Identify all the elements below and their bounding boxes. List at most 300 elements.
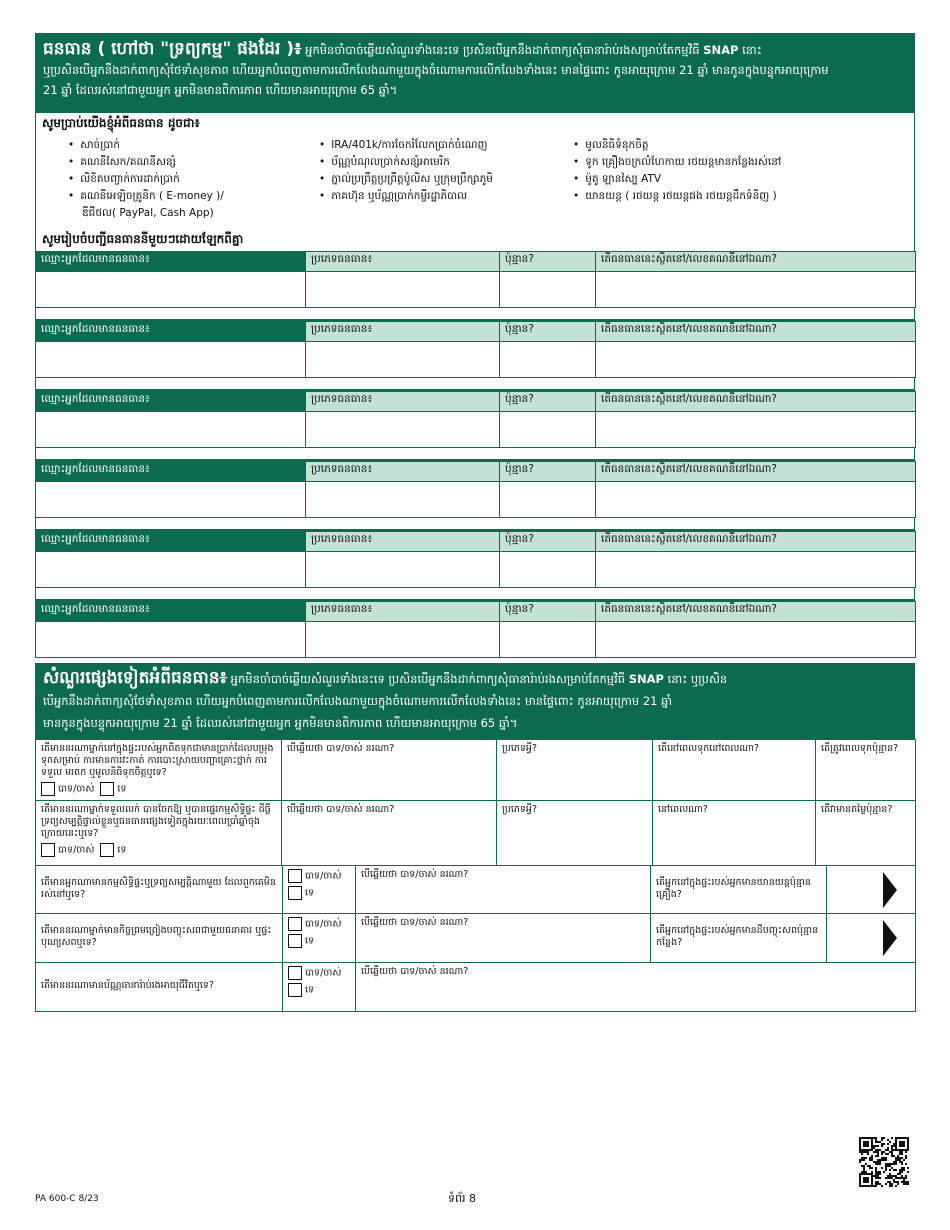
qr-module	[899, 1169, 901, 1171]
qr-module	[893, 1143, 895, 1145]
qr-module	[875, 1167, 877, 1169]
amount-header: ប៉ុន្មាន?	[500, 462, 596, 482]
q3-vehicle-count-field[interactable]	[827, 866, 916, 914]
qr-module	[893, 1181, 895, 1183]
qr-module	[891, 1149, 893, 1151]
qr-module	[903, 1159, 905, 1161]
qr-module	[889, 1183, 891, 1185]
question-5-text: តើមាននរណាមានប័ណ្ណធានារ៉ាប់រងអាយុជីវិតឬទេ?	[41, 980, 214, 991]
qr-module	[885, 1167, 887, 1169]
question-3-cell	[36, 866, 283, 914]
qr-module	[877, 1159, 879, 1161]
resource-item: • IRA/401k/ការចែករំលែកប្រាក់ចំណេញ	[319, 137, 574, 154]
qr-module	[907, 1183, 909, 1185]
qr-module	[887, 1165, 889, 1167]
qr-module	[893, 1161, 895, 1163]
qr-module	[865, 1151, 867, 1153]
q3-side-text: តើអ្នកនៅក្នុងផ្ទះរបស់អ្នកមានយានយន្តប៉ុន្មានគ្រឿង?	[656, 877, 811, 900]
q4-who-field[interactable]	[356, 914, 651, 963]
owner-input[interactable]	[36, 622, 306, 658]
q5-no-checkbox[interactable]	[288, 983, 302, 997]
q2-who-label: បើឆ្លើយថា បាទ/ចាស់ នរណា?	[287, 804, 395, 815]
qr-module	[879, 1163, 881, 1165]
q3-who-label: បើឆ្លើយថា បាទ/ចាស់ នរណា?	[361, 869, 469, 880]
qr-module	[895, 1157, 897, 1159]
qr-module	[871, 1159, 873, 1161]
resource-item: • ទូក គ្រឿងចក្រលំហែកាយ រថយន្តមានកន្លែងរស់នៅ	[573, 154, 863, 171]
resources-header-text: អ្នកមិនចាំបាច់ឆ្លើយសំណួរទាំងនេះទេ ប្រសិនបើអ្នកនឹងដាក់ពាក្យសុំធានារ៉ាប់រងសម្រាប់តែកម្មវិធី	[301, 43, 704, 57]
qr-module	[863, 1157, 865, 1159]
qr-module	[875, 1155, 877, 1157]
qr-module	[887, 1163, 889, 1165]
yes-label: បាទ/ចាស់	[305, 967, 342, 979]
qr-module	[897, 1155, 899, 1157]
type-header: ប្រភេទធនធាន៖	[306, 532, 500, 552]
qr-module	[881, 1185, 883, 1187]
q4-no-checkbox[interactable]	[288, 934, 302, 948]
other-header-text: អ្នកមិនចាំបាច់ឆ្លើយសំណួរទាំងនេះទេ ប្រសិនបើអ្នកនឹងដាក់ពាក្យសុំធានារ៉ាប់រងសម្រាប់តែកម្មវិធី	[227, 672, 629, 686]
qr-module	[897, 1159, 899, 1161]
q2-value-label: តើវាមានតម្លៃប៉ុន្មាន?	[821, 804, 893, 815]
resource-column-1	[68, 137, 224, 222]
qr-module	[895, 1169, 897, 1171]
qr-module	[907, 1181, 909, 1183]
owner-input[interactable]	[36, 482, 306, 518]
list-intro: សូមរៀបចំបញ្ជីធនធាននីមួយៗដោយឡែកពីគ្នា	[42, 232, 244, 246]
resource-item: • ភ្នាល់ប្រព្រឹត្តប្រព្រឹត្តប៉ូលិស ឬក្រុមប្រឹក្សាភូមិ	[319, 171, 574, 188]
question-2-answers	[41, 843, 276, 857]
qr-module	[869, 1157, 871, 1159]
no-label: ទេ	[305, 935, 315, 947]
qr-module	[861, 1159, 863, 1161]
amount-header: ប៉ុន្មាន?	[500, 252, 596, 272]
qr-module	[903, 1181, 905, 1183]
amount-header: ប៉ុន្មាន?	[500, 392, 596, 412]
owner-header: ឈ្មោះអ្នកដែលមានធនធាន៖	[36, 532, 306, 552]
qr-module	[881, 1151, 883, 1153]
qr-module	[899, 1161, 901, 1163]
qr-module	[875, 1185, 877, 1187]
question-4-text: តើមាននរណាម្នាក់មានកិច្ចព្រមព្រៀងបញ្ចុះសពជាមួយធនាគារ ឬផ្ទះបុណ្យសពឬទេ?	[41, 925, 272, 948]
location-header: តើធនធាននេះស្ថិតនៅ/លេខគណនីនៅឯណា?	[596, 602, 916, 622]
qr-module	[881, 1153, 883, 1155]
location-input[interactable]	[596, 272, 916, 308]
resource-column-2	[319, 137, 574, 205]
qr-module	[897, 1181, 899, 1183]
qr-module	[903, 1169, 905, 1171]
type-header: ប្រភេទធនធាន៖	[306, 392, 500, 412]
qr-module	[901, 1157, 903, 1159]
other-header-line3: មានកូនក្នុងបន្ទុកអាយុក្រោម 21 ឆ្នាំ ដែលរស់នៅជាមួយអ្នក អ្នកមិនមានពិការភាព ហើយមានអាយុក្រោម 65 ឆ្នាំ។	[43, 716, 518, 730]
q4-plot-count-field[interactable]	[827, 914, 916, 963]
qr-module	[871, 1167, 873, 1169]
qr-module	[859, 1151, 861, 1153]
qr-module	[885, 1159, 887, 1161]
qr-module	[899, 1157, 901, 1159]
owner-input[interactable]	[36, 412, 306, 448]
asset-input-row	[36, 412, 916, 448]
qr-module	[895, 1161, 897, 1163]
other-resources-title: សំណួរផ្សេងទៀតអំពីធនធាន៖	[43, 668, 228, 688]
amount-input[interactable]	[500, 552, 596, 588]
qr-module	[873, 1161, 875, 1163]
qr-module	[891, 1183, 893, 1185]
q1-type-field[interactable]	[497, 740, 653, 801]
qr-module	[889, 1151, 891, 1153]
q2-when-label: នៅពេលណា?	[658, 804, 708, 815]
qr-module	[905, 1163, 907, 1165]
qr-module	[875, 1141, 877, 1143]
qr-module	[883, 1157, 885, 1159]
asset-entry-table	[35, 251, 916, 308]
owner-header: ឈ្មោះអ្នកដែលមានធនធាន៖	[36, 392, 306, 412]
type-input[interactable]	[306, 622, 500, 658]
q2-no-checkbox[interactable]	[100, 843, 114, 857]
other-header-end: នោះ ឬប្រសិន	[663, 672, 728, 686]
qr-module	[859, 1159, 861, 1161]
location-input[interactable]	[596, 342, 916, 378]
location-input[interactable]	[596, 622, 916, 658]
amount-input[interactable]	[500, 412, 596, 448]
qr-module	[877, 1151, 879, 1153]
q2-who-field[interactable]	[282, 801, 497, 866]
qr-module	[893, 1169, 895, 1171]
qr-module	[891, 1151, 893, 1153]
resource-item: • មូលនិធិទំនុកចិត្ត	[573, 137, 863, 154]
qr-module	[891, 1167, 893, 1169]
question-2-text: តើមាននរណាម្នាក់ទទួលលក់ បានចែកឱ្យ ឬបានផ្ទេរកម្មសិទ្ធិផ្ទះ ដីធ្លី ទ្រព្យសម្បត្តិផ្ទាល់ខ្លួនឬធនធានផ្សេងទៀតក្នុងរយៈពេលប្រាំឆ្នាំចុងក្រោយនេះឬទេ?	[41, 804, 271, 839]
qr-module	[901, 1175, 903, 1177]
qr-module	[897, 1173, 899, 1175]
asset-separator	[35, 307, 915, 321]
qr-module	[905, 1155, 907, 1157]
qr-module	[883, 1159, 885, 1161]
asset-header-row	[36, 602, 916, 622]
resource-item: • សាច់ប្រាក់	[68, 137, 224, 154]
q1-type-label: ប្រភេទអ្វី?	[502, 743, 538, 754]
type-header: ប្រភេទធនធាន៖	[306, 322, 500, 342]
qr-module	[879, 1149, 881, 1151]
qr-module	[885, 1153, 887, 1155]
qr-module	[889, 1165, 891, 1167]
q2-yes-checkbox[interactable]	[41, 843, 55, 857]
resources-title: ធនធាន ( ហៅថា "ទ្រព្យកម្ម" ផងដែរ )៖	[43, 39, 302, 59]
type-header: ប្រភេទធនធាន៖	[306, 462, 500, 482]
qr-module	[895, 1185, 897, 1187]
owner-header: ឈ្មោះអ្នកដែលមានធនធាន៖	[36, 322, 306, 342]
question-1-answers	[41, 782, 276, 796]
qr-module	[873, 1185, 875, 1187]
qr-module	[885, 1157, 887, 1159]
qr-module	[901, 1177, 903, 1179]
qr-module	[889, 1163, 891, 1165]
qr-module	[885, 1163, 887, 1165]
resources-header-end: នោះ	[738, 43, 762, 57]
qr-module	[873, 1137, 875, 1139]
qr-module	[905, 1183, 907, 1185]
qr-module	[863, 1141, 869, 1147]
location-input[interactable]	[596, 412, 916, 448]
yes-label: បាទ/ចាស់	[58, 783, 95, 795]
qr-module	[863, 1159, 865, 1161]
amount-input[interactable]	[500, 342, 596, 378]
qr-module	[875, 1151, 877, 1153]
qr-module	[887, 1147, 889, 1149]
qr-module	[903, 1179, 905, 1181]
qr-module	[877, 1161, 879, 1163]
amount-header: ប៉ុន្មាន?	[500, 322, 596, 342]
asset-input-row	[36, 272, 916, 308]
q2-value-field[interactable]	[816, 801, 916, 866]
qr-module	[905, 1177, 907, 1179]
qr-module	[891, 1153, 893, 1155]
qr-module	[905, 1151, 907, 1153]
qr-module	[901, 1181, 903, 1183]
location-header: តើធនធាននេះស្ថិតនៅ/លេខគណនីនៅឯណា?	[596, 252, 916, 272]
qr-module	[871, 1171, 873, 1173]
qr-module	[877, 1153, 879, 1155]
qr-module	[883, 1171, 885, 1173]
form-id: PA 600-C 8/23	[35, 1194, 99, 1204]
qr-module	[875, 1181, 877, 1183]
q5-who-label: បើឆ្លើយថា បាទ/ចាស់ នរណា?	[361, 966, 469, 977]
resources-header	[35, 33, 915, 113]
q1-who-label: បើឆ្លើយថា បាទ/ចាស់ នរណា?	[287, 743, 395, 754]
qr-module	[877, 1149, 879, 1151]
qr-module	[893, 1175, 895, 1177]
question-1-cell	[36, 740, 282, 801]
qr-module	[873, 1147, 875, 1149]
q3-yes-checkbox[interactable]	[288, 869, 302, 883]
qr-module	[875, 1145, 877, 1147]
q3-who-field[interactable]	[356, 866, 651, 914]
page-number: ទំព័រ 8	[448, 1192, 476, 1205]
qr-module	[895, 1177, 897, 1179]
yes-label: បាទ/ចាស់	[305, 870, 342, 882]
qr-module	[895, 1163, 897, 1165]
qr-module	[867, 1165, 869, 1167]
qr-module	[899, 1153, 901, 1155]
q2-type-field[interactable]	[497, 801, 653, 866]
asset-separator	[35, 447, 915, 461]
qr-module	[905, 1157, 907, 1159]
no-label: ទេ	[305, 984, 315, 996]
qr-module	[887, 1175, 889, 1177]
no-label: ទេ	[305, 887, 315, 899]
qr-module	[897, 1157, 899, 1159]
location-header: តើធនធាននេះស្ថិតនៅ/លេខគណនីនៅឯណា?	[596, 322, 916, 342]
type-input[interactable]	[306, 482, 500, 518]
type-input[interactable]	[306, 412, 500, 448]
qr-module	[877, 1177, 879, 1179]
questions-table-top	[35, 739, 916, 866]
q5-who-field[interactable]	[356, 963, 916, 1012]
asset-input-row	[36, 622, 916, 658]
owner-input[interactable]	[36, 552, 306, 588]
q1-when-field[interactable]	[653, 740, 816, 801]
qr-module	[887, 1143, 889, 1145]
qr-module	[889, 1177, 891, 1179]
q5-yes-checkbox[interactable]	[288, 966, 302, 980]
qr-module	[877, 1173, 879, 1175]
type-input[interactable]	[306, 552, 500, 588]
qr-module	[877, 1141, 879, 1143]
qr-module	[873, 1151, 875, 1153]
asset-header-row	[36, 392, 916, 412]
owner-input[interactable]	[36, 272, 306, 308]
resources-header-line3: 21 ឆ្នាំ ដែលរស់នៅជាមួយអ្នក អ្នកមិនមានពិការភាព ហើយមានអាយុក្រោម 65 ឆ្នាំ។	[43, 83, 398, 97]
amount-input[interactable]	[500, 622, 596, 658]
qr-module	[865, 1163, 867, 1165]
q1-amount-field[interactable]	[816, 740, 916, 801]
qr-module	[877, 1155, 879, 1157]
qr-module	[859, 1161, 861, 1163]
qr-module	[871, 1157, 873, 1159]
asset-separator	[35, 587, 915, 601]
type-input[interactable]	[306, 272, 500, 308]
qr-module	[891, 1163, 893, 1165]
type-header: ប្រភេទធនធាន៖	[306, 252, 500, 272]
qr-module	[861, 1165, 863, 1167]
qr-module	[877, 1183, 879, 1185]
qr-module	[889, 1141, 891, 1143]
type-input[interactable]	[306, 342, 500, 378]
other-resources-header	[35, 663, 915, 739]
no-label: ទេ	[117, 783, 127, 795]
asset-entry-table	[35, 391, 916, 448]
asset-header-row	[36, 462, 916, 482]
q1-who-field[interactable]	[282, 740, 497, 801]
qr-module	[901, 1163, 903, 1165]
qr-module	[879, 1141, 881, 1143]
asset-separator	[35, 517, 915, 531]
qr-module	[899, 1177, 901, 1179]
qr-module	[875, 1171, 877, 1173]
q5-answer-cell	[283, 963, 356, 1012]
qr-module	[889, 1173, 891, 1175]
asset-input-row	[36, 482, 916, 518]
amount-input[interactable]	[500, 272, 596, 308]
location-input[interactable]	[596, 482, 916, 518]
qr-module	[891, 1175, 893, 1177]
resource-item: • គណនីសែក/គណនីសន្សំ	[68, 154, 224, 171]
qr-module	[875, 1169, 877, 1171]
qr-module	[887, 1139, 889, 1141]
resources-header-line2: ឬប្រសិនបើអ្នកនឹងដាក់ពាក្យសុំថែទាំសុខភាព ហើយអ្នកបំពេញតាមការលើកលែងណាមួយក្នុងចំណោមការលើកលែងទាំងនេះ មានផ្ទៃពោះ កូនអាយុក្រោម 21 ឆ្នាំ មានកូនក្នុងបន្ទុកអាយុក្រោម	[43, 63, 829, 77]
qr-module	[863, 1167, 865, 1169]
qr-module	[893, 1179, 895, 1181]
qr-module	[901, 1171, 903, 1173]
qr-module	[867, 1153, 869, 1155]
qr-module	[885, 1149, 887, 1151]
resource-column-3	[573, 137, 863, 205]
qr-module	[875, 1183, 877, 1185]
q1-yes-checkbox[interactable]	[41, 782, 55, 796]
qr-module	[881, 1159, 883, 1161]
owner-header: ឈ្មោះអ្នកដែលមានធនធាន៖	[36, 602, 306, 622]
qr-module	[877, 1181, 879, 1183]
qr-module	[893, 1155, 895, 1157]
resource-item: • ភាគហ៊ុន ឬប័ណ្ណប្រាក់កម្ចីរដ្ឋាភិបាល	[319, 188, 574, 205]
location-header: តើធនធាននេះស្ថិតនៅ/លេខគណនីនៅឯណា?	[596, 532, 916, 552]
qr-module	[869, 1159, 871, 1161]
q4-answer-cell	[283, 914, 356, 963]
q2-when-field[interactable]	[653, 801, 816, 866]
qr-module	[901, 1167, 903, 1169]
q3-no-checkbox[interactable]	[288, 886, 302, 900]
asset-input-row	[36, 342, 916, 378]
owner-header: ឈ្មោះអ្នកដែលមានធនធាន៖	[36, 462, 306, 482]
question-row-1	[36, 740, 916, 801]
qr-module	[861, 1171, 863, 1173]
qr-module	[891, 1177, 893, 1179]
qr-module	[891, 1147, 893, 1149]
arrow-right-icon	[883, 872, 897, 908]
qr-module	[889, 1175, 891, 1177]
qr-module	[875, 1177, 877, 1179]
q1-no-checkbox[interactable]	[100, 782, 114, 796]
qr-module	[873, 1145, 875, 1147]
no-label: ទេ	[117, 844, 127, 856]
qr-module	[869, 1167, 871, 1169]
q2-type-label: ប្រភេទអ្វី?	[502, 804, 538, 815]
qr-module	[865, 1171, 867, 1173]
asset-entry-table	[35, 531, 916, 588]
q1-when-label: តើនៅពេលទុកនៅពេលណា?	[658, 743, 760, 754]
q4-who-label: បើឆ្លើយថា បាទ/ចាស់ នរណា?	[361, 917, 469, 928]
qr-module	[895, 1159, 897, 1161]
question-row-4	[36, 914, 916, 963]
qr-module	[895, 1175, 897, 1177]
qr-module	[899, 1171, 901, 1173]
question-4-cell	[36, 914, 283, 963]
arrow-right-icon	[883, 920, 897, 956]
amount-input[interactable]	[500, 482, 596, 518]
qr-module	[879, 1183, 881, 1185]
qr-module	[885, 1183, 887, 1185]
qr-module	[891, 1155, 893, 1157]
qr-module	[893, 1145, 895, 1147]
qr-module	[879, 1177, 881, 1179]
qr-module	[897, 1183, 899, 1185]
other-header-line2: បើអ្នកនឹងដាក់ពាក្យសុំថែទាំសុខភាព ហើយអ្នកបំពេញតាមការលើកលែងណាមួយក្នុងចំណោមការលើកលែងទាំងនេះ មានផ្ទៃពោះ កូនអាយុក្រោម 21 ឆ្នាំ	[43, 694, 673, 708]
question-3-text: តើមានអ្នកណាមានកម្មសិទ្ធិផ្ទះឬទ្រព្យសម្បត្តិណាមួយ ដែលពួកគេមិនរស់នៅឬទេ?	[41, 877, 276, 900]
qr-module	[879, 1173, 881, 1175]
qr-module	[879, 1159, 881, 1161]
resource-item: • យានយន្ត ( រថយន្ត រថយន្តផង រថយន្តដឹកទំនិញ )	[573, 188, 863, 205]
qr-module	[881, 1137, 883, 1139]
owner-input[interactable]	[36, 342, 306, 378]
qr-module	[899, 1159, 901, 1161]
qr-module	[891, 1185, 893, 1187]
location-input[interactable]	[596, 552, 916, 588]
resource-item: • លិខិតបញ្ជាក់ការដាក់ប្រាក់	[68, 171, 224, 188]
qr-module	[861, 1151, 863, 1153]
qr-module	[893, 1163, 895, 1165]
qr-module	[883, 1143, 885, 1145]
qr-module	[879, 1171, 881, 1173]
resource-item-continued: ឌីជីថល( PayPal, Cash App)	[82, 207, 214, 219]
type-header: ប្រភេទធនធាន៖	[306, 602, 500, 622]
qr-module	[881, 1143, 883, 1145]
snap-label-2: SNAP	[628, 672, 664, 686]
resources-examples-box	[35, 113, 915, 251]
qr-module	[889, 1185, 891, 1187]
resource-item: • គណនីអេឡិចត្រូនិក ( E-money )/	[68, 188, 224, 205]
q4-yes-checkbox[interactable]	[288, 917, 302, 931]
qr-module	[881, 1139, 883, 1141]
qr-module	[885, 1177, 887, 1179]
